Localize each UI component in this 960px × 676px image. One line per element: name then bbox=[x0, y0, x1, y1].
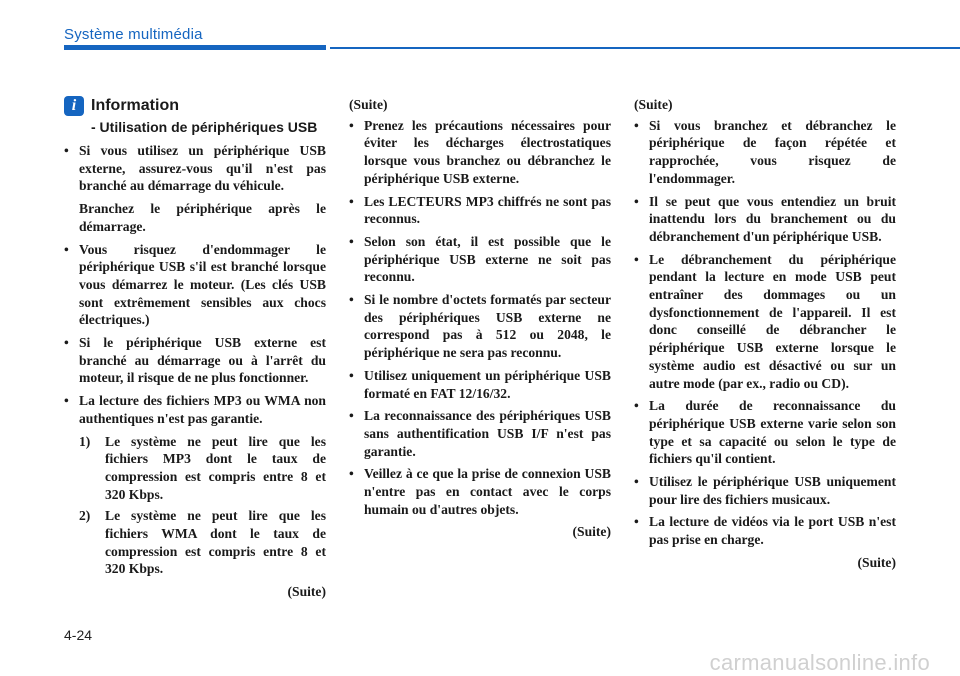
list-item: • Le débranchement du périphérique pendant la lecture en mode USB peut entraîner des dommages ou un dysfonctionnement de l'appareil. Il est donc conseillé de débrancher le périphérique USB externe lorsque le système audio est désactivé ou sur un autre mode (par ex., radio ou CD). bbox=[634, 251, 896, 393]
continued-from-label: (Suite) bbox=[349, 97, 388, 112]
list-item: • La lecture de vidéos via le port USB n'est pas prise en charge. bbox=[634, 513, 896, 548]
list-item: • Si vous branchez et débranchez le périphérique de façon répétée et rapprochée, vous risquez de l'endommager. bbox=[634, 117, 896, 188]
continued-label: (Suite) bbox=[572, 524, 611, 540]
list-item: • Utilisez uniquement un périphérique USB formaté en FAT 12/16/32. bbox=[349, 367, 611, 402]
bullet-text: Si vous utilisez un périphérique USB externe, assurez-vous qu'il n'est pas branché au démarrage du véhicule. bbox=[79, 143, 326, 194]
watermark: carmanualsonline.info bbox=[709, 650, 930, 675]
section-title: Système multimédia bbox=[64, 26, 203, 43]
continued-from-label: (Suite) bbox=[634, 97, 673, 112]
list-item bbox=[64, 241, 326, 330]
text-column-1 bbox=[64, 96, 326, 601]
bullet-extra-paragraph: Branchez le périphérique après le démarrage. bbox=[79, 201, 326, 234]
list-item: • Il se peut que vous entendiez un bruit inattendu lors du branchement ou du débranchement d'un périphérique USB. bbox=[634, 193, 896, 246]
list-item: • Si le nombre d'octets formatés par secteur des périphériques USB externe ne correspond pas à 512 ou 2048, le périphérique ne sera pas reconnu. bbox=[349, 291, 611, 362]
list-item: • Utilisez le périphérique USB uniquement pour lire des fichiers musicaux. bbox=[634, 473, 896, 508]
bullet-text: La lecture des fichiers MP3 ou WMA non authentiques n'est pas garantie. bbox=[79, 393, 326, 426]
bullet-list bbox=[634, 117, 896, 549]
list-item bbox=[64, 142, 326, 236]
numbered-item bbox=[79, 433, 326, 504]
list-item: • Les LECTEURS MP3 chiffrés ne sont pas reconnus. bbox=[349, 193, 611, 228]
bullet-text: Si le périphérique USB externe est branché au démarrage ou à l'arrêt du moteur, il risque de ne plus fonctionner. bbox=[79, 335, 326, 386]
bullet-list bbox=[64, 142, 326, 578]
list-item bbox=[64, 334, 326, 387]
numbered-list bbox=[79, 433, 326, 579]
list-item: • Veillez à ce que la prise de connexion USB n'entre pas en contact avec le corps humain ou d'autres objets. bbox=[349, 465, 611, 518]
numbered-text: Le système ne peut lire que les fichiers WMA dont le taux de compression est compris entre 8 et 320 Kbps. bbox=[105, 508, 326, 577]
header-accent-bar bbox=[64, 45, 326, 50]
page-number: 4-24 bbox=[64, 627, 93, 643]
bullet-list bbox=[349, 117, 611, 519]
numbered-item bbox=[79, 507, 326, 578]
info-header bbox=[64, 96, 326, 116]
info-icon: i bbox=[64, 96, 84, 116]
header-rule bbox=[330, 47, 960, 49]
list-item: • La durée de reconnaissance du périphérique USB externe varie selon son type et sa capacité ou selon le type de fichiers qu'il contient. bbox=[634, 397, 896, 468]
item-number: 2) bbox=[79, 508, 91, 524]
list-item: • La reconnaissance des périphériques USB sans authentification USB I/F n'est pas garantie. bbox=[349, 407, 611, 460]
continued-label: (Suite) bbox=[857, 554, 896, 570]
continued-label: (Suite) bbox=[287, 584, 326, 600]
info-subtitle: - Utilisation de périphériques USB bbox=[91, 119, 318, 135]
list-item bbox=[64, 392, 326, 578]
list-item: • Selon son état, il est possible que le périphérique USB externe ne soit pas reconnu. bbox=[349, 233, 611, 286]
text-column-3 bbox=[634, 96, 896, 572]
numbered-text: Le système ne peut lire que les fichiers MP3 dont le taux de compression est compris entre 8 et 320 Kbps. bbox=[105, 433, 326, 502]
list-item: • Prenez les précautions nécessaires pour éviter les décharges électrostatiques lorsque vous branchez ou débranchez le périphérique USB externe. bbox=[349, 117, 611, 188]
text-column-2 bbox=[349, 96, 611, 541]
bullet-text: Vous risquez d'endommager le périphérique USB s'il est branché lorsque vous démarrez le moteur. (Les clés USB sont extrêmement sensibles aux chocs électriques.) bbox=[79, 241, 326, 328]
info-title: Information bbox=[91, 97, 179, 114]
item-number: 1) bbox=[79, 433, 91, 449]
